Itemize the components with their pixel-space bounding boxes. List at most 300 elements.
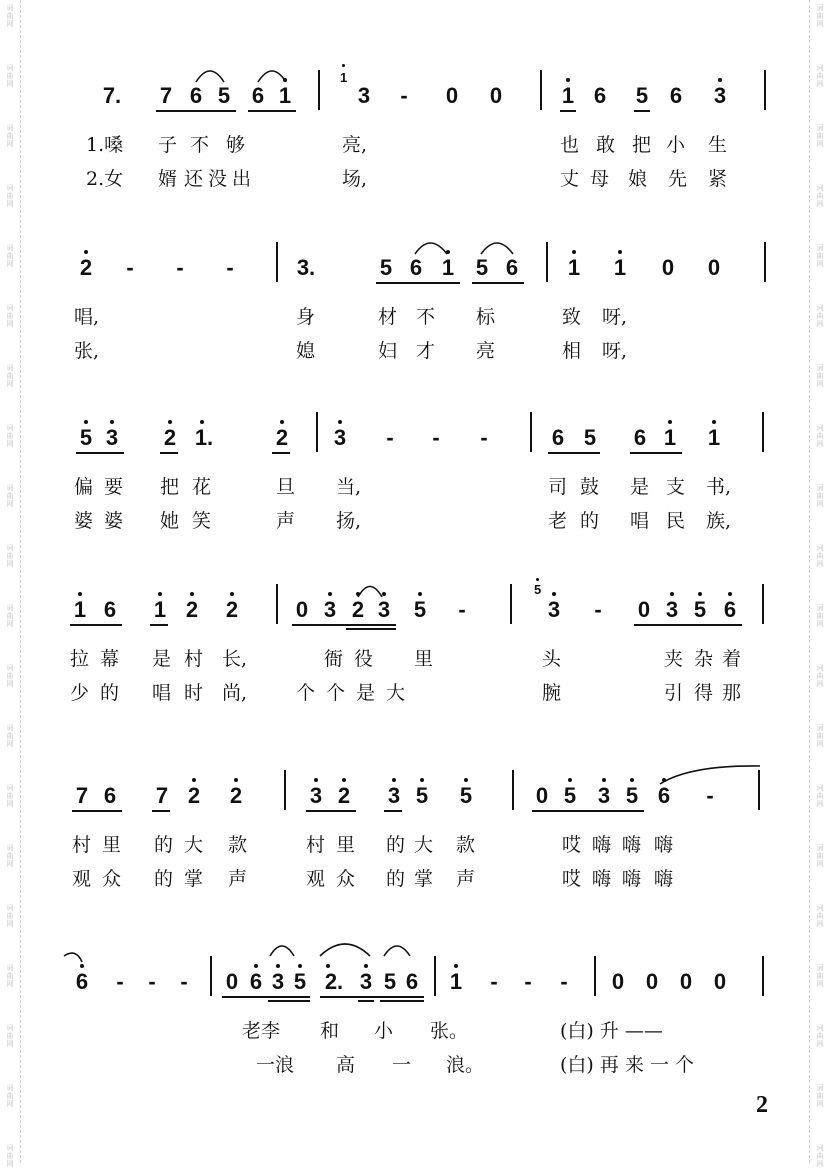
- note: 3: [665, 597, 679, 622]
- lyric: 嗨: [592, 868, 612, 890]
- note: 0: [713, 969, 727, 994]
- lyric: 相: [562, 340, 582, 362]
- high-dot: [364, 964, 368, 968]
- watermark-text: 词 曲 网: [816, 1144, 824, 1168]
- barline: [512, 770, 514, 810]
- lyric: 时: [184, 682, 204, 704]
- high-dot: [618, 250, 622, 254]
- lyric: 2.女: [86, 168, 124, 190]
- watermark-text: 词 曲 网: [816, 1024, 824, 1048]
- underline: [72, 810, 122, 812]
- lyric: 书,: [706, 476, 732, 498]
- high-dot: [668, 420, 672, 424]
- underline: [634, 624, 742, 626]
- dash: -: [480, 425, 488, 450]
- lyric: 她: [160, 510, 180, 532]
- note: 3: [359, 969, 373, 994]
- note: 7: [159, 83, 173, 108]
- lyric: 是: [152, 648, 172, 670]
- note: 6: [249, 969, 263, 994]
- lyric: 小: [666, 134, 686, 156]
- high-dot: [728, 592, 732, 596]
- underline: [222, 996, 310, 998]
- high-dot: [356, 592, 360, 596]
- high-dot: [234, 778, 238, 782]
- lyric: 1.嗓: [86, 134, 124, 156]
- high-dot: [200, 420, 204, 424]
- lyric: 掌: [414, 868, 434, 890]
- watermark-text: 词 曲 网: [6, 184, 14, 208]
- lyric: 扬,: [336, 510, 362, 532]
- barline: [758, 770, 760, 810]
- high-dot: [392, 778, 396, 782]
- note: 5: [625, 783, 639, 808]
- watermark-text: 词 曲 网: [6, 124, 14, 148]
- lyric: 丈: [560, 168, 580, 190]
- high-dot: [80, 964, 84, 968]
- note: 2.: [324, 969, 344, 994]
- underline: [156, 110, 236, 112]
- high-dot: [190, 592, 194, 596]
- lyric: 呀,: [602, 306, 628, 328]
- high-dot: [662, 778, 666, 782]
- watermark-text: 词 曲 网: [816, 244, 824, 268]
- lyric: 声: [456, 868, 476, 890]
- lyric: 母: [590, 168, 610, 190]
- watermark-text: 词 曲 网: [6, 544, 14, 568]
- note: 5: [379, 255, 393, 280]
- lyric: 长,: [222, 648, 248, 670]
- lyric: 杂: [694, 648, 714, 670]
- note: 0: [679, 969, 693, 994]
- lyric: 夹: [664, 648, 684, 670]
- dash: -: [594, 597, 602, 622]
- underline: [248, 110, 296, 112]
- barline: [546, 242, 548, 282]
- right-margin: [809, 0, 830, 1163]
- lyric: 少: [70, 682, 90, 704]
- lyric: 款: [456, 834, 476, 856]
- high-dot: [168, 420, 172, 424]
- lyric: 鼓: [580, 476, 600, 498]
- watermark-text: 词 曲 网: [6, 604, 14, 628]
- note: 3.: [296, 255, 316, 280]
- note: 0: [611, 969, 625, 994]
- high-dot: [192, 778, 196, 782]
- slur: [415, 243, 447, 254]
- underline: [160, 452, 178, 454]
- note: 3: [357, 83, 371, 108]
- note: 2: [225, 597, 239, 622]
- note: 1: [613, 255, 627, 280]
- high-dot: [326, 964, 330, 968]
- lyric: 一浪: [256, 1054, 295, 1076]
- high-dot: [84, 420, 88, 424]
- note: 5: [583, 425, 597, 450]
- watermark-text: 词 曲 网: [816, 964, 824, 988]
- note: 3: [271, 969, 285, 994]
- watermark-text: 词 曲 网: [816, 4, 824, 28]
- slur: [358, 587, 382, 598]
- lyric: 先: [668, 168, 688, 190]
- lyric: 花: [192, 476, 212, 498]
- barline: [284, 770, 286, 810]
- note: 0: [535, 783, 549, 808]
- note: 1: [73, 597, 87, 622]
- note: 6: [657, 783, 671, 808]
- watermark-text: 词 曲 网: [6, 484, 14, 508]
- left-margin: [0, 0, 21, 1163]
- dash: -: [386, 425, 394, 450]
- lyric: (白) 再 来 一 个: [560, 1054, 694, 1076]
- lyric: 敢: [596, 134, 616, 156]
- high-dot: [670, 592, 674, 596]
- barline: [594, 956, 596, 996]
- lyric: 役: [354, 648, 374, 670]
- note: 3: [333, 425, 347, 450]
- underline: [376, 282, 460, 284]
- underline: [358, 1000, 374, 1002]
- underline: [292, 624, 396, 626]
- high-dot: [280, 420, 284, 424]
- underline: [268, 1000, 310, 1002]
- note: 6: [633, 425, 647, 450]
- grace-note: 1: [340, 70, 348, 85]
- watermark-text: 词 曲 网: [6, 4, 14, 28]
- dash: -: [432, 425, 440, 450]
- note: 5: [563, 783, 577, 808]
- note: 7.: [102, 83, 122, 108]
- lyric: 老李: [242, 1020, 281, 1042]
- note: 0: [445, 83, 459, 108]
- watermark-text: 词 曲 网: [816, 184, 824, 208]
- high-dot: [602, 778, 606, 782]
- barline: [764, 70, 766, 110]
- barline: [762, 412, 764, 452]
- underline: [634, 110, 650, 112]
- high-dot: [328, 592, 332, 596]
- lyric: 里: [414, 648, 434, 670]
- watermark-text: 词 曲 网: [6, 664, 14, 688]
- page-number: 2: [756, 1092, 768, 1118]
- note: 2: [275, 425, 289, 450]
- lyric: 还: [184, 168, 204, 190]
- high-dot: [382, 592, 386, 596]
- high-dot: [454, 964, 458, 968]
- note: 6: [409, 255, 423, 280]
- slur: [384, 946, 410, 956]
- barline: [318, 70, 320, 110]
- lyric: 的: [154, 868, 174, 890]
- lyric: 众: [102, 868, 122, 890]
- lyric: 当,: [336, 476, 362, 498]
- lyric: 婿: [158, 168, 178, 190]
- lyric: 款: [228, 834, 248, 856]
- note: 0: [637, 597, 651, 622]
- lyric: 一: [392, 1054, 412, 1076]
- lyric: (白) 升 ——: [560, 1020, 663, 1042]
- watermark-text: 词 曲 网: [6, 304, 14, 328]
- slur: [320, 944, 370, 956]
- underline: [548, 452, 600, 454]
- high-dot: [420, 778, 424, 782]
- dash: -: [560, 969, 568, 994]
- high-dot: [552, 592, 556, 596]
- lyric: 民: [666, 510, 686, 532]
- lyric: 才: [416, 340, 436, 362]
- watermark-text: 词 曲 网: [6, 64, 14, 88]
- lyric: 腕: [542, 682, 562, 704]
- lyric: 掌: [184, 868, 204, 890]
- lyric: 唱: [630, 510, 650, 532]
- note: 1: [567, 255, 581, 280]
- note: 5: [383, 969, 397, 994]
- lyric: 浪。: [446, 1054, 485, 1076]
- lyric: 里: [102, 834, 122, 856]
- barline: [210, 956, 212, 996]
- lyric: 出: [232, 168, 252, 190]
- lyric: 村: [72, 834, 92, 856]
- lyric: 头: [542, 648, 562, 670]
- lyric: 衙: [324, 648, 344, 670]
- watermark-text: 词 曲 网: [816, 724, 824, 748]
- barline: [764, 242, 766, 282]
- note: 0: [661, 255, 675, 280]
- lyric: 声: [276, 510, 296, 532]
- high-dot: [78, 592, 82, 596]
- lyric: 场,: [342, 168, 368, 190]
- dash: -: [524, 969, 532, 994]
- note: 2: [229, 783, 243, 808]
- lyric: 嗨: [654, 868, 674, 890]
- high-dot: [314, 778, 318, 782]
- lyric: 婆: [104, 510, 124, 532]
- high-dot: [342, 778, 346, 782]
- note: 1: [707, 425, 721, 450]
- watermark-text: 词 曲 网: [6, 364, 14, 388]
- lyric: 得: [694, 682, 714, 704]
- note: 3: [547, 597, 561, 622]
- lyric: 的: [386, 868, 406, 890]
- note: 0: [225, 969, 239, 994]
- high-dot: [84, 250, 88, 254]
- watermark-text: 词 曲 网: [6, 964, 14, 988]
- barline: [316, 412, 318, 452]
- high-dot: [338, 420, 342, 424]
- lyric: 高: [336, 1054, 356, 1076]
- note: 0: [707, 255, 721, 280]
- note: 6: [103, 597, 117, 622]
- note: 2: [351, 597, 365, 622]
- underline: [346, 628, 396, 630]
- dash: -: [458, 597, 466, 622]
- note: 3: [713, 83, 727, 108]
- note: 2: [337, 783, 351, 808]
- high-dot: [446, 250, 450, 254]
- note: 2: [79, 255, 93, 280]
- note: 6: [505, 255, 519, 280]
- lyric: 拉: [70, 648, 90, 670]
- dash: -: [226, 255, 234, 280]
- lyric: 的: [386, 834, 406, 856]
- lyric: 嗨: [622, 868, 642, 890]
- slur: [196, 71, 224, 82]
- note: 6: [103, 783, 117, 808]
- note: 5: [217, 83, 231, 108]
- watermark-text: 词 曲 网: [6, 244, 14, 268]
- lyric: 够: [226, 134, 246, 156]
- lyric: 村: [306, 834, 326, 856]
- lyric: 致: [562, 306, 582, 328]
- lyric: 幕: [100, 648, 120, 670]
- note: 6: [723, 597, 737, 622]
- lyric: 着: [722, 648, 742, 670]
- lyric: 是: [356, 682, 376, 704]
- note: 3: [309, 783, 323, 808]
- lyric: 妇: [378, 340, 398, 362]
- lyric: 张。: [430, 1020, 469, 1042]
- lyric: 唱: [152, 682, 172, 704]
- watermark-text: 词 曲 网: [6, 1144, 14, 1168]
- watermark-text: 词 曲 网: [816, 664, 824, 688]
- slur: [481, 243, 513, 254]
- barline: [434, 956, 436, 996]
- lyric: 紧: [708, 168, 728, 190]
- lyric: 不: [190, 134, 210, 156]
- barline: [540, 70, 542, 110]
- lyric: 是: [630, 476, 650, 498]
- underline: [150, 624, 168, 626]
- watermark-text: 词 曲 网: [816, 844, 824, 868]
- lyric: 嗨: [654, 834, 674, 856]
- note: 6: [75, 969, 89, 994]
- lyric: 族,: [706, 510, 732, 532]
- note: 6: [669, 83, 683, 108]
- underline: [630, 452, 682, 454]
- note: 5: [415, 783, 429, 808]
- note: 3: [377, 597, 391, 622]
- note: 2: [187, 783, 201, 808]
- lyric: 材: [378, 306, 398, 328]
- high-dot: [698, 592, 702, 596]
- lyric: 要: [104, 476, 124, 498]
- watermark-text: 词 曲 网: [6, 844, 14, 868]
- dash: -: [176, 255, 184, 280]
- lyric: 村: [184, 648, 204, 670]
- underline: [306, 810, 356, 812]
- watermark-text: 词 曲 网: [816, 904, 824, 928]
- dash: -: [148, 969, 156, 994]
- barline: [276, 584, 278, 624]
- underline: [560, 110, 576, 112]
- dash: -: [490, 969, 498, 994]
- note: 5: [693, 597, 707, 622]
- slur: [270, 946, 294, 956]
- note: 0: [645, 969, 659, 994]
- underline: [384, 810, 402, 812]
- lyric: 支: [666, 476, 686, 498]
- note: 7: [155, 783, 169, 808]
- lyric: 个: [326, 682, 346, 704]
- note: 3: [323, 597, 337, 622]
- underline: [76, 452, 124, 454]
- lyric: 也: [560, 134, 580, 156]
- watermark-text: 词 曲 网: [6, 784, 14, 808]
- high-dot: [298, 964, 302, 968]
- lyric: 那: [722, 682, 742, 704]
- high-dot: [572, 250, 576, 254]
- note: 1: [561, 83, 575, 108]
- high-dot: [712, 420, 716, 424]
- barline: [762, 956, 764, 996]
- dash: -: [180, 969, 188, 994]
- note: 6: [189, 83, 203, 108]
- lyric: 大: [386, 682, 406, 704]
- lyric: 大: [184, 834, 204, 856]
- lyric: 嗨: [622, 834, 642, 856]
- lyric: 媳: [296, 340, 316, 362]
- watermark-text: 词 曲 网: [6, 724, 14, 748]
- lyric: 尚,: [222, 682, 248, 704]
- dash: -: [400, 83, 408, 108]
- lyric: 把: [632, 134, 652, 156]
- lyric: 引: [664, 682, 684, 704]
- watermark-text: 词 曲 网: [816, 484, 824, 508]
- note: 0: [295, 597, 309, 622]
- watermark-text: 词 曲 网: [6, 904, 14, 928]
- watermark-text: 词 曲 网: [6, 1024, 14, 1048]
- lyric: 里: [336, 834, 356, 856]
- note: 5: [475, 255, 489, 280]
- watermark-text: 词 曲 网: [816, 124, 824, 148]
- lyric: 个: [296, 682, 316, 704]
- lyric: 大: [414, 834, 434, 856]
- lyric: 亮: [476, 340, 496, 362]
- note: 2: [185, 597, 199, 622]
- lyric: 哎: [562, 834, 582, 856]
- underline: [320, 996, 424, 998]
- high-dot: [718, 78, 722, 82]
- watermark-text: 词 曲 网: [816, 1084, 824, 1108]
- barline: [762, 584, 764, 624]
- high-dot: [464, 778, 468, 782]
- high-dot: [276, 964, 280, 968]
- lyric: 呀,: [602, 340, 628, 362]
- tie: [660, 766, 760, 784]
- note: 6: [593, 83, 607, 108]
- lyric: 哎: [562, 868, 582, 890]
- watermark-text: 词 曲 网: [816, 604, 824, 628]
- watermark-text: 词 曲 网: [6, 424, 14, 448]
- lyric: 和: [320, 1020, 340, 1042]
- high-dot: [536, 578, 539, 581]
- watermark-text: 词 曲 网: [816, 304, 824, 328]
- high-dot: [110, 420, 114, 424]
- note: 3: [105, 425, 119, 450]
- watermark-text: 词 曲 网: [816, 544, 824, 568]
- high-dot: [254, 964, 258, 968]
- lyric: 笑: [192, 510, 212, 532]
- lyric: 小: [374, 1020, 394, 1042]
- note: 6: [551, 425, 565, 450]
- lyric: 娘: [628, 168, 648, 190]
- note: 5: [413, 597, 427, 622]
- tie: [64, 953, 82, 962]
- lyric: 嗨: [592, 834, 612, 856]
- lyric: 身: [296, 306, 316, 328]
- high-dot: [283, 78, 287, 82]
- watermark-text: 词 曲 网: [816, 64, 824, 88]
